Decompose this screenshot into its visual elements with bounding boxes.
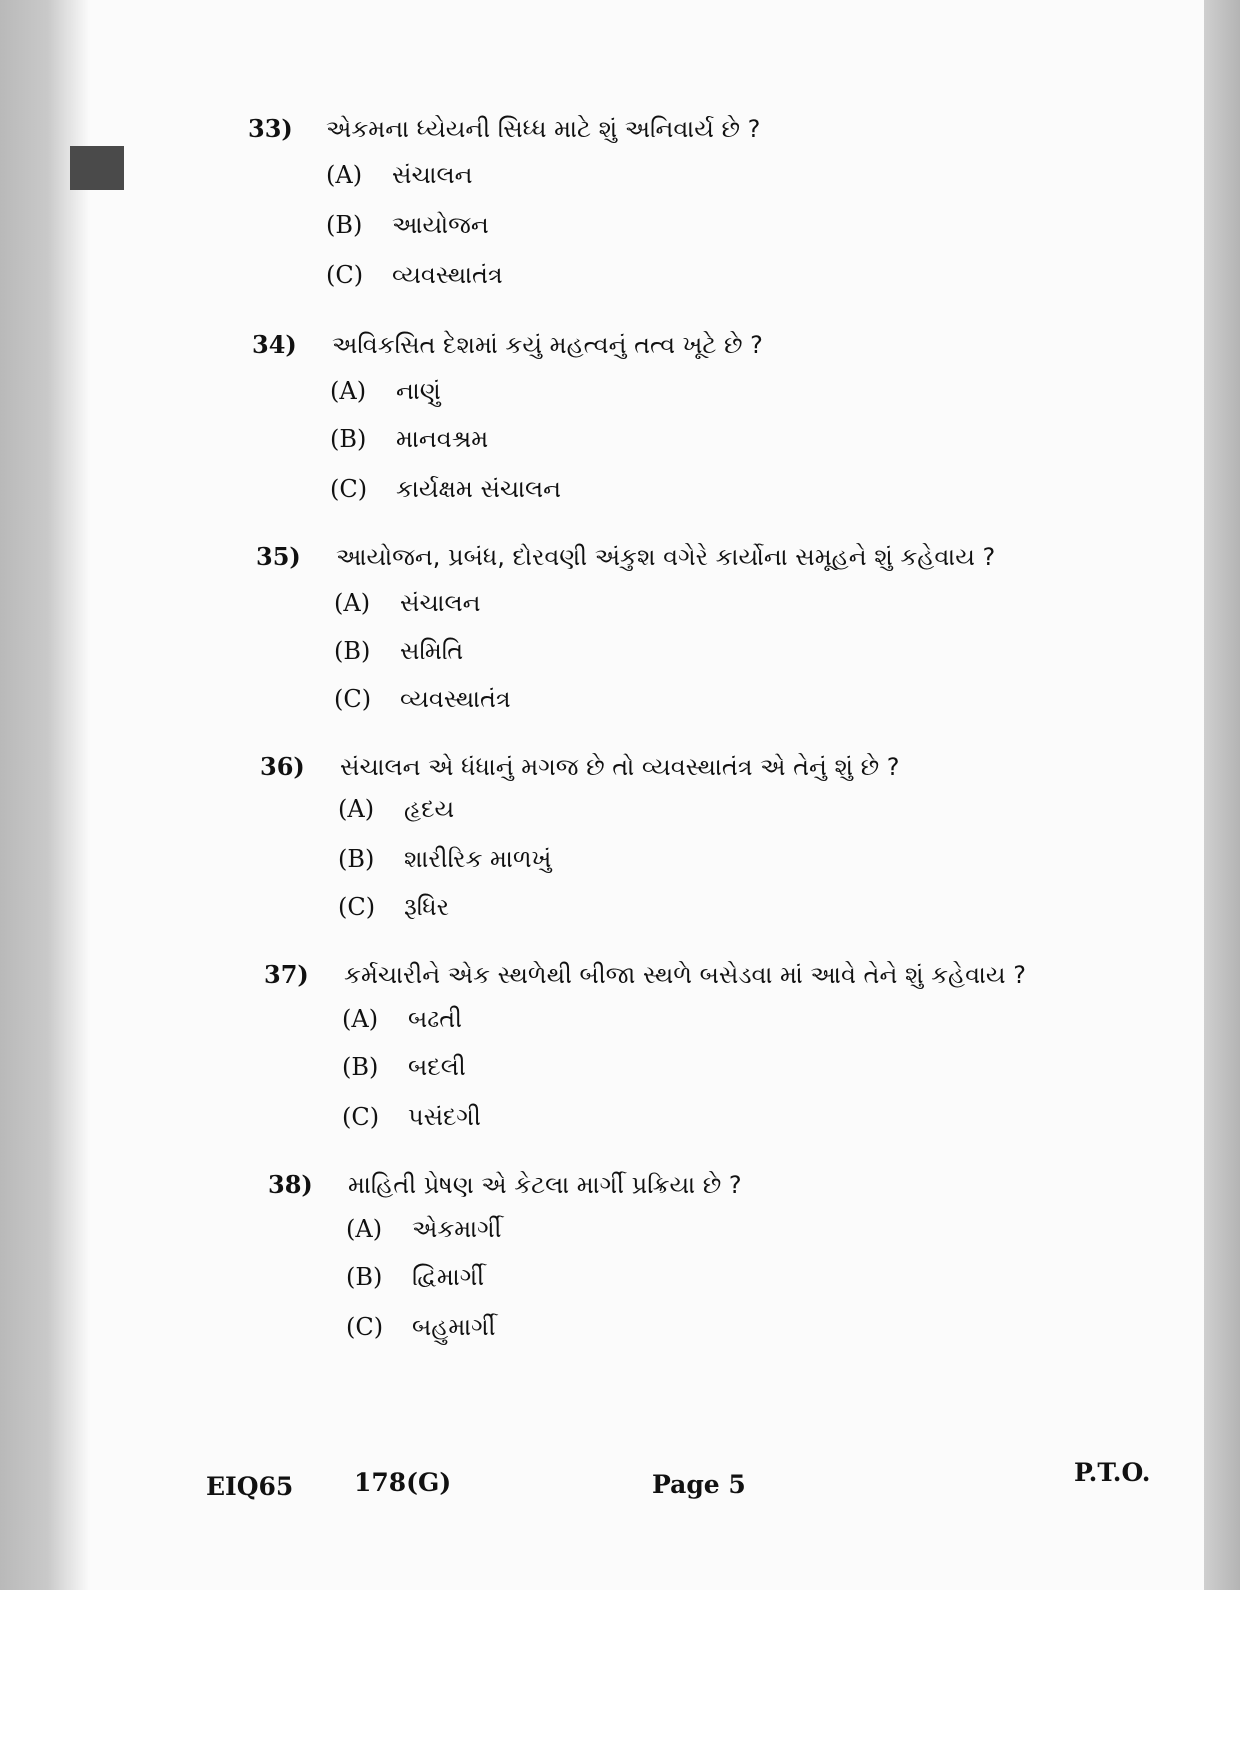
option-text: વ્યવસ્થાતંત્ર [392, 261, 503, 289]
option-letter: (C) [334, 685, 372, 713]
exam-code: EIQ65 [206, 1472, 294, 1501]
option-b [330, 422, 488, 456]
option-letter: (B) [338, 845, 375, 873]
option-c [346, 1310, 496, 1344]
option-text: બઢતી [408, 1005, 462, 1033]
option-letter: (B) [326, 211, 363, 239]
option-a [342, 1002, 462, 1036]
option-text: માનવશ્રમ [396, 425, 489, 453]
option-letter: (A) [338, 795, 375, 823]
option-text: દ્વિમાર્ગી [412, 1263, 485, 1291]
page-number: Page 5 [652, 1470, 746, 1499]
option-letter: (C) [338, 893, 376, 921]
question-number: 35) [256, 542, 301, 571]
option-text: સમિતિ [400, 637, 464, 665]
option-text: બદલી [408, 1053, 466, 1081]
question-text: એકમના ધ્યેયની સિધ્ધ માટે શું અનિવાર્ય છે ? [326, 115, 761, 143]
option-text: સંચાલન [392, 161, 473, 189]
option-a [326, 158, 473, 192]
question-number: 33) [248, 114, 293, 143]
scan-margin-right [1204, 0, 1240, 1590]
question-text: માહિતી પ્રેષણ એ કેટલા માર્ગી પ્રક્રિયા છે ? [348, 1171, 742, 1199]
option-c [334, 682, 511, 716]
option-a [334, 586, 481, 620]
option-text: નાણું [396, 377, 441, 405]
exam-page [68, 0, 1204, 1590]
option-letter: (C) [346, 1313, 384, 1341]
option-text: રૂધિર [404, 893, 449, 921]
option-letter: (A) [326, 161, 363, 189]
option-letter: (C) [342, 1103, 380, 1131]
option-text: બહુમાર્ગી [412, 1313, 496, 1341]
option-letter: (B) [330, 425, 367, 453]
option-b [342, 1050, 466, 1084]
page-edge-shadow [68, 0, 90, 1590]
option-b [326, 208, 489, 242]
please-turn-over: P.T.O. [1074, 1458, 1151, 1487]
option-text: કાર્યક્ષમ સંચાલન [396, 475, 562, 503]
paper-code: 178(G) [354, 1468, 452, 1497]
registration-mark [70, 146, 124, 190]
question-number: 36) [260, 752, 305, 781]
option-c [330, 472, 561, 506]
option-letter: (B) [342, 1053, 379, 1081]
scan-margin-left [0, 0, 68, 1590]
option-a [338, 792, 454, 826]
option-letter: (A) [342, 1005, 379, 1033]
option-letter: (B) [334, 637, 371, 665]
question-text: કર્મચારીને એક સ્થળેથી બીજા સ્થળે બસેડવા માં આવે તેને શું કહેવાય ? [344, 961, 1026, 989]
question-text: આયોજન, પ્રબંધ, દોરવણી અંકુશ વગેરે કાર્યોના સમૂહને શું કહેવાય ? [336, 543, 996, 571]
option-c [342, 1100, 481, 1134]
question-text: સંચાલન એ ધંધાનું મગજ છે તો વ્યવસ્થાતંત્ર એ તેનું શું છે ? [340, 753, 900, 781]
option-letter: (A) [334, 589, 371, 617]
option-letter: (C) [330, 475, 368, 503]
option-c [338, 890, 449, 924]
option-text: એકમાર્ગી [412, 1215, 502, 1243]
option-a [346, 1212, 501, 1246]
option-text: હૃદય [404, 795, 455, 823]
option-text: શારીરિક માળખું [404, 845, 552, 873]
option-b [338, 842, 551, 876]
question-number: 37) [264, 960, 309, 989]
question-number: 34) [252, 330, 297, 359]
option-a [330, 374, 441, 408]
option-letter: (C) [326, 261, 364, 289]
option-letter: (A) [330, 377, 367, 405]
question-text: અવિકસિત દેશમાં કયું મહત્વનું તત્વ ખૂટે છે ? [332, 331, 763, 359]
option-b [334, 634, 463, 668]
option-c [326, 258, 503, 292]
option-letter: (B) [346, 1263, 383, 1291]
option-text: પસંદગી [408, 1103, 481, 1131]
option-letter: (A) [346, 1215, 383, 1243]
question-number: 38) [268, 1170, 313, 1199]
option-text: આયોજન [392, 211, 489, 239]
option-text: સંચાલન [400, 589, 481, 617]
option-b [346, 1260, 484, 1294]
option-text: વ્યવસ્થાતંત્ર [400, 685, 511, 713]
